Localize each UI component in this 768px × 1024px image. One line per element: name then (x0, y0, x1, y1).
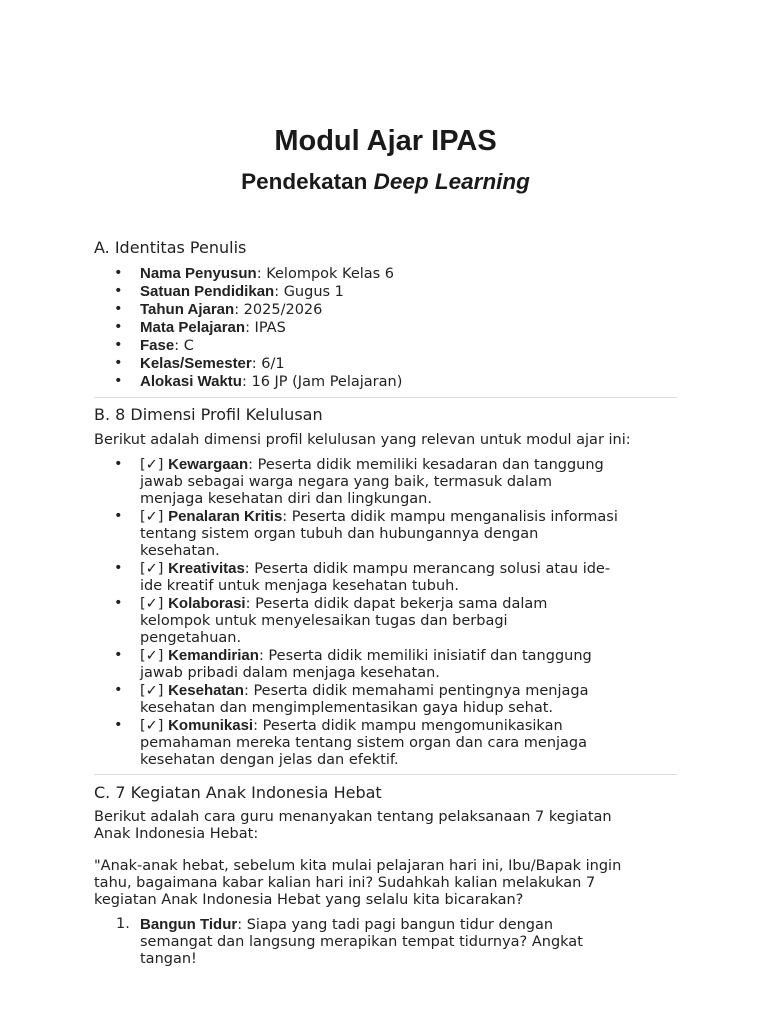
profile-dimensions-list (94, 456, 654, 769)
item-label: Kewargaan (168, 456, 249, 473)
item-label: Komunikasi (168, 717, 254, 734)
item-text-line: jawab sebagai warga negara yang baik, termasuk dalam (140, 474, 552, 490)
item-value: : 6/1 (251, 356, 285, 372)
checkmark: [✓] (140, 718, 169, 734)
list-item (94, 355, 654, 373)
list-item (94, 916, 654, 968)
item-value: : C (174, 338, 194, 354)
item-label: Mata Pelajaran (140, 319, 246, 336)
item-label: Kemandirian (168, 647, 259, 664)
item-text-line: pemahaman mereka tentang sistem organ dan cara menjaga (140, 735, 588, 751)
item-text-line: : Peserta didik mampu merancang solusi atau ide- (244, 561, 611, 577)
quote-line: "Anak-anak hebat, sebelum kita mulai pelajaran hari ini, Ibu/Bapak ingin (94, 858, 622, 874)
item-text-line: kelompok untuk menyelesaikan tugas dan berbagi (140, 613, 508, 629)
section-b-heading: B. 8 Dimensi Profil Kelulusan (94, 405, 323, 424)
item-text-line: tentang sistem organ tubuh dan hubungannya dengan (140, 526, 539, 542)
item-label: Kreativitas (168, 560, 245, 577)
item-value: : 16 JP (Jam Pelajaran) (241, 374, 403, 390)
item-label: Kolaborasi (168, 595, 246, 612)
item-text-line: semangat dan langsung merapikan tempat tidurnya? Angkat (140, 934, 583, 950)
item-text-line: : Peserta didik mampu menganalisis informasi (282, 509, 618, 525)
item-number: 1. (116, 916, 130, 932)
item-label: Bangun Tidur (140, 916, 238, 933)
document-title: Modul Ajar IPAS (274, 125, 497, 157)
item-text-line: kesehatan dengan jelas dan efektif. (140, 752, 399, 768)
item-text-line: pengetahuan. (140, 630, 242, 646)
item-label: Kesehatan (168, 682, 244, 699)
quote-line: tahu, bagaimana kabar kalian hari ini? Sudahkah kalian melakukan 7 (94, 875, 596, 891)
list-item (94, 373, 654, 391)
item-label: Tahun Ajaran (140, 301, 235, 318)
section-divider (94, 774, 677, 775)
item-text-line: : Peserta didik memiliki inisiatif dan tanggung (258, 648, 592, 664)
checkmark: [✓] (140, 509, 169, 525)
section-c-heading: C. 7 Kegiatan Anak Indonesia Hebat (94, 783, 382, 802)
checkmark: [✓] (140, 596, 169, 612)
section-c-intro (94, 809, 677, 843)
item-text-line: : Peserta didik mampu mengomunikasikan (253, 718, 563, 734)
list-item (94, 319, 654, 337)
list-item (94, 508, 654, 560)
item-text-line: ide kreatif untuk menjaga kesehatan tubuh. (140, 578, 459, 594)
checkmark: [✓] (140, 648, 169, 664)
list-item (94, 456, 654, 508)
subtitle-italic: Deep Learning (373, 169, 530, 194)
item-text-line: kesehatan. (140, 543, 220, 559)
item-label: Kelas/Semester (140, 355, 252, 372)
section-b-intro: Berikut adalah dimensi profil kelulusan yang relevan untuk modul ajar ini: (94, 432, 631, 448)
document-subtitle (94, 169, 677, 195)
intro-line: Anak Indonesia Hebat: (94, 826, 259, 842)
item-text-line: : Peserta didik memahami pentingnya menjaga (243, 683, 589, 699)
list-item (94, 337, 654, 355)
item-label: Nama Penyusun (140, 265, 257, 282)
list-item (94, 301, 654, 319)
list-item (94, 283, 654, 301)
section-divider (94, 397, 677, 398)
activities-list (94, 916, 654, 968)
list-item (94, 265, 654, 283)
checkmark: [✓] (140, 683, 169, 699)
intro-line: Berikut adalah cara guru menanyakan tentang pelaksanaan 7 kegiatan (94, 809, 612, 825)
list-item (94, 647, 654, 682)
item-text-line: menjaga kesehatan diri dan lingkungan. (140, 491, 432, 507)
item-value: : Kelompok Kelas 6 (256, 266, 395, 282)
item-text-line: : Siapa yang tadi pagi bangun tidur dengan (237, 917, 554, 933)
item-label: Fase (140, 337, 175, 354)
teacher-quote (94, 858, 677, 909)
item-label: Penalaran Kritis (168, 508, 283, 525)
section-a-heading: A. Identitas Penulis (94, 238, 247, 257)
item-text-line: kesehatan dan mengimplementasikan gaya hidup sehat. (140, 700, 554, 716)
item-text-line: jawab pribadi dalam menjaga kesehatan. (140, 665, 440, 681)
subtitle-prefix: Pendekatan (241, 169, 374, 194)
quote-line: kegiatan Anak Indonesia Hebat yang selalu kita bicarakan? (94, 892, 524, 908)
checkmark: [✓] (140, 561, 169, 577)
checkmark: [✓] (140, 457, 169, 473)
list-item (94, 682, 654, 717)
item-text-line: : Peserta didik dapat bekerja sama dalam (245, 596, 548, 612)
item-text-line: tangan! (140, 951, 197, 967)
item-label: Satuan Pendidikan (140, 283, 275, 300)
item-text-line: : Peserta didik memiliki kesadaran dan tanggung (248, 457, 604, 473)
list-item (94, 595, 654, 647)
item-value: : 2025/2026 (234, 302, 323, 318)
item-value: : Gugus 1 (274, 284, 344, 300)
list-item (94, 560, 654, 595)
list-item (94, 717, 654, 769)
item-value: : IPAS (245, 320, 286, 336)
identity-list (94, 265, 654, 391)
item-label: Alokasi Waktu (140, 373, 242, 390)
